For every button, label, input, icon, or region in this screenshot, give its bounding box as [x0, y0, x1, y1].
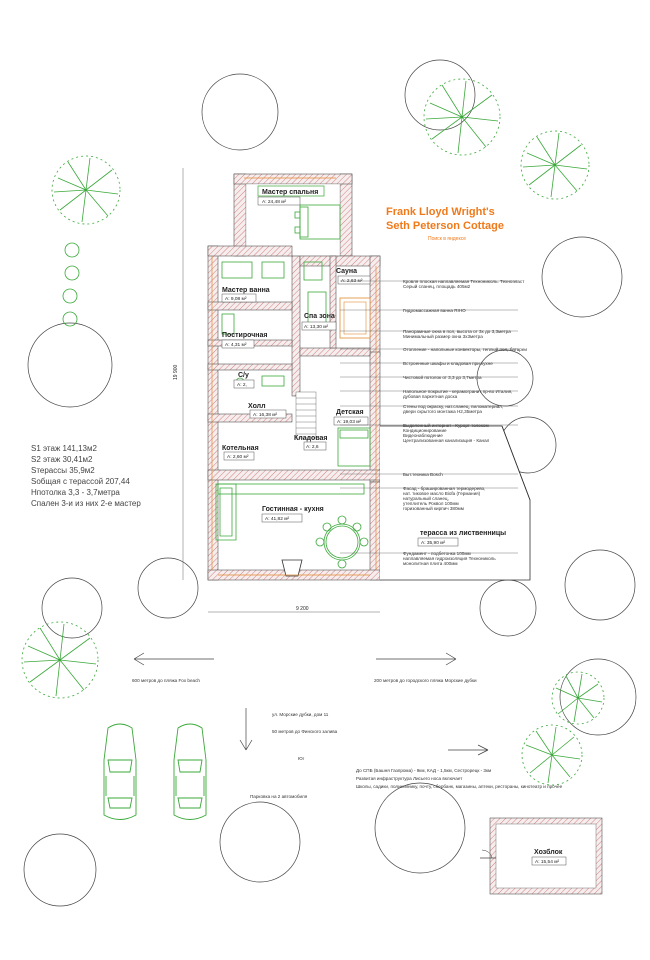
annotation-note: Напольное покрытие - керамогранит пр-во Италия, — [403, 389, 513, 394]
area-master-bath: A: 9,08 м² — [225, 297, 247, 302]
annotation-note: дубовая паркетная доска — [403, 394, 458, 399]
room-laundry: Постирочная — [222, 332, 268, 339]
parked-cars — [104, 724, 206, 820]
room-kids: Детская — [336, 409, 364, 416]
annotation-note: Централизованная канализация - Канал — [403, 438, 490, 443]
title-subtitle: Поиск в яндексе — [428, 236, 466, 242]
room-wc: С/у — [238, 372, 249, 379]
area-spa: A: 13,30 м² — [304, 325, 329, 330]
annotation-note: утеплитель Роквол 100мм — [403, 501, 459, 506]
annotation-note: Чистовой потолок от 3,3 до 3,7метра — [403, 375, 482, 380]
room-sauna: Сауна — [336, 268, 358, 275]
area-kids: A: 19,03 м² — [337, 420, 362, 425]
dimension-height: 19 900 — [173, 364, 179, 380]
surroundings — [132, 678, 563, 799]
room-master-bedroom: Мастер спальня — [262, 189, 319, 196]
room-storage: Кладовая — [294, 435, 328, 442]
dimension-width: 9 200 — [296, 606, 309, 612]
annotation-note: Кондиционирование — [403, 428, 447, 433]
spb-text: До СПБ (Башня Газпрома) - 9км, КАД - 1,5км, Сестрорецк - 3км — [356, 768, 492, 773]
area-living: A: 41,82 м² — [265, 517, 290, 522]
direction-arrows — [134, 653, 488, 755]
area-boiler: A: 2,60 м² — [227, 455, 249, 460]
stat-line: Sобщая с терассой 207,44 — [31, 477, 130, 486]
annotation-note: Стены под окраску, нат.сланец, пиломатериал, — [403, 404, 504, 409]
room-spa: Спа зона — [304, 313, 335, 320]
room-shed: Хозблок — [534, 849, 563, 856]
infra-text-2: Школы, садики, поликлинику, почту, сбербанк, магазины, аптеки, рестораны, кинотеатр и прочее — [356, 784, 563, 789]
annotation-note: натуральный сланец, — [403, 496, 449, 501]
infra-text-1: Развитая инфраструктура Лисьего носа включает — [356, 776, 463, 781]
annotation-note: Панорамные окна в пол, высота от 3х до 3,3метра — [403, 329, 511, 334]
annotation-note: Фундамент - подбетонка 100мм — [403, 551, 471, 556]
room-living: Гостинная - кухня — [262, 506, 324, 513]
stat-line: Спален 3-и из них 2-е мастер — [31, 499, 141, 508]
street-text: ул. Морские дубки, дом 11 — [272, 712, 329, 717]
annotation-note: Видеонаблюдение — [403, 433, 443, 438]
right-beach-text: 200 метров до городского пляжа Морские дубки — [374, 678, 477, 683]
annotation-note: Кровля плоская наплавляемая Технониколь. Техноэласт — [403, 279, 525, 284]
area-shed: A: 15,54 м² — [535, 860, 560, 865]
room-terrace: терасса из лиственницы — [420, 530, 507, 537]
area-hall: A: 16,38 м² — [253, 413, 278, 418]
title-line-1: Frank Lloyd Wright's — [386, 206, 495, 218]
annotation-note: наплавляемая гидроизоляция Технониколь — [403, 556, 496, 561]
annotation-note: монолитная плита 400мм — [403, 561, 458, 566]
left-beach-text: 600 метров до пляжа Fox beach — [132, 678, 200, 683]
stat-line: S2 этаж 30,41м2 — [31, 455, 93, 464]
annotation-note: Быт.техника Bosch — [403, 472, 443, 477]
annotation-note: Гидромассажная ванна RIHO — [403, 308, 466, 313]
room-hall: Холл — [248, 403, 266, 410]
title-line-2: Seth Peterson Cottage — [386, 220, 504, 232]
annotation-note: нат. тиковое масло Biofa (Германия) — [403, 491, 481, 496]
area-sauna: A: 2,63 м² — [341, 279, 363, 284]
stat-line: S1 этаж 141,13м2 — [31, 444, 97, 453]
stat-line: Hпотолка 3,3 - 3,7метра — [31, 488, 120, 497]
stats-block — [31, 444, 141, 508]
area-wc: A: 2, — [237, 383, 247, 388]
area-laundry: A: 4,31 м² — [225, 343, 247, 348]
area-terrace: A: 35,90 м² — [421, 541, 446, 546]
area-storage: A: 2,6 — [306, 445, 319, 450]
room-master-bath: Мастер ванна — [222, 287, 270, 294]
room-boiler: Котельная — [222, 445, 259, 452]
gulf-text: 50 метров до Финского залива — [272, 729, 338, 734]
annotation-note: Выделенный интернет - Курорт телеком — [403, 423, 489, 428]
annotation-note: Отопление - напольные конвекторы, теплый пол, батареи — [403, 347, 527, 352]
annotation-note: двери скрытого монтажа Н2,35метра — [403, 409, 482, 414]
stat-line: Sтерассы 35,9м2 — [31, 466, 95, 475]
shed — [480, 818, 602, 894]
annotation-note: горизованный кирпич 380мм — [403, 506, 464, 511]
area-master-bedroom: A: 24,48 м² — [262, 200, 287, 205]
parking-text: Парковка на 2 автомобиля — [250, 794, 308, 799]
annotation-note: Фасад - брашированная термодерево, — [403, 486, 486, 491]
south-text: Юг — [298, 756, 305, 761]
annotation-note: Серый сланец, площадь 405м2 — [403, 284, 471, 289]
title-block — [386, 206, 504, 242]
annotation-note: Минимальный размер окна 3х3метра — [403, 334, 483, 339]
annotation-note: Встроенные шкафы и кладовая при кухне — [403, 361, 493, 366]
